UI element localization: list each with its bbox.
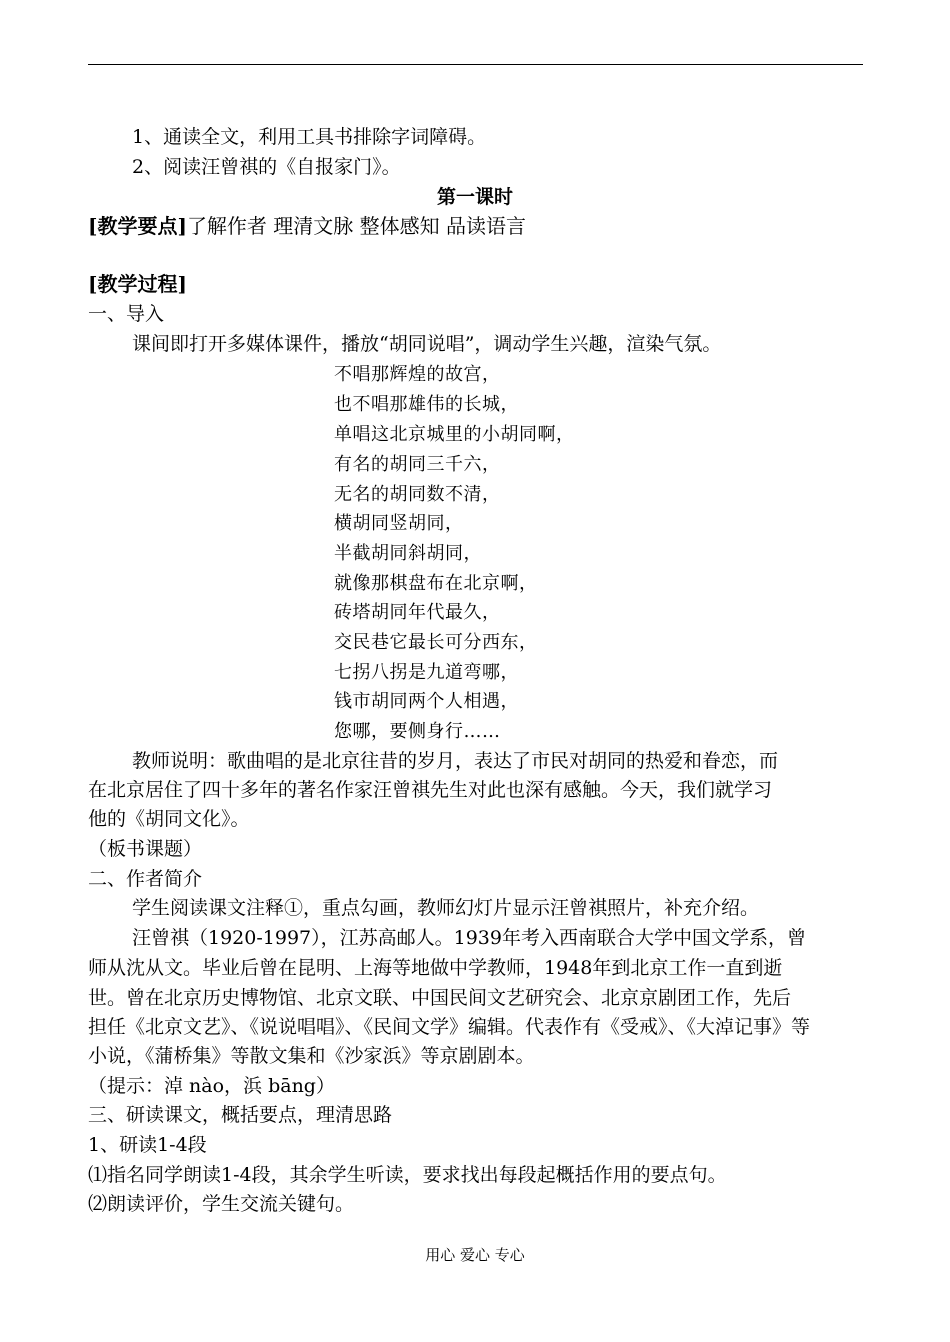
poem-line: 单唱这北京城里的小胡同啊，	[334, 424, 575, 445]
key-points-label: [教学要点]	[88, 214, 187, 238]
page-footer: 用心 爱心 专心	[425, 1246, 525, 1264]
bio-line: 小说，《蒲桥集》等散文集和《沙家浜》等京剧剧本。	[88, 1045, 535, 1067]
poem-line: 就像那棋盘布在北京啊，	[334, 573, 538, 594]
poem-line: 不唱那辉煌的故宫，	[334, 364, 501, 385]
section1-intro: 课间即打开多媒体课件，播放“胡同说唱”，调动学生兴趣，渲染气氛。	[132, 333, 722, 355]
prep-step-2: 2、阅读汪曾祺的《自报家门》。	[132, 156, 401, 178]
section3-sub: 1、研读1-4段	[88, 1134, 207, 1156]
teacher-note-line: 教师说明：歌曲唱的是北京往昔的岁月，表达了市民对胡同的热爱和眷恋，而	[132, 750, 779, 772]
bio-line: 担任《北京文艺》、《说说唱唱》、《民间文学》编辑。代表作有《受戒》、《大淖记事》等	[88, 1016, 811, 1038]
bio-line: 师从沈从文。毕业后曾在昆明、上海等地做中学教师，1948年到北京工作一直到逝	[88, 957, 783, 979]
teacher-note-line: 在北京居住了四十多年的著名作家汪曾祺先生对此也深有感触。今天，我们就学习	[88, 779, 773, 801]
section3-item-1: ⑴指名同学朗读1-4段，其余学生听读，要求找出每段起概括作用的要点句。	[88, 1164, 727, 1186]
section3-item-2: ⑵朗读评价，学生交流关键句。	[88, 1193, 355, 1215]
section2-heading: 二、作者简介	[88, 868, 203, 890]
bio-line: 汪曾祺（1920-1997），江苏高邮人。1939年考入西南联合大学中国文学系，曾	[132, 927, 806, 949]
teacher-note-line: 他的《胡同文化》。	[88, 808, 250, 830]
poem-line: 您哪，要侧身行……	[334, 721, 501, 742]
pronunciation-hint: （提示：淖 nào，浜 bāng）	[88, 1075, 335, 1097]
section2-line1: 学生阅读课文注释①，重点勾画，教师幻灯片显示汪曾祺照片，补充介绍。	[132, 897, 760, 919]
poem-line: 七拐八拐是九道弯哪，	[334, 662, 519, 683]
poem-line: 有名的胡同三千六，	[334, 454, 501, 475]
section1-heading: 一、导入	[88, 303, 165, 325]
poem-line: 砖塔胡同年代最久，	[334, 602, 501, 623]
bio-line: 世。曾在北京历史博物馆、北京文联、中国民间文艺研究会、北京京剧团工作，先后	[88, 987, 792, 1009]
process-label: [教学过程]	[88, 272, 187, 296]
key-points	[88, 213, 526, 239]
poem-line: 横胡同竖胡同，	[334, 513, 464, 534]
poem-line: 交民巷它最长可分西东，	[334, 632, 538, 653]
prep-step-1: 1、通读全文，利用工具书排除字词障碍。	[132, 126, 487, 148]
poem-line: 钱市胡同两个人相遇，	[334, 691, 519, 712]
board-note: （板书课题）	[88, 838, 203, 860]
poem-line: 无名的胡同数不清，	[334, 484, 501, 505]
lesson-title: 第一课时	[436, 186, 513, 208]
section3-heading: 三、研读课文，概括要点，理清思路	[88, 1104, 393, 1126]
poem-line: 半截胡同斜胡同，	[334, 543, 482, 564]
poem-line: 也不唱那雄伟的长城，	[334, 394, 519, 415]
header-rule	[88, 64, 863, 65]
key-points-text: 了解作者 理清文脉 整体感知 品读语言	[186, 214, 527, 238]
